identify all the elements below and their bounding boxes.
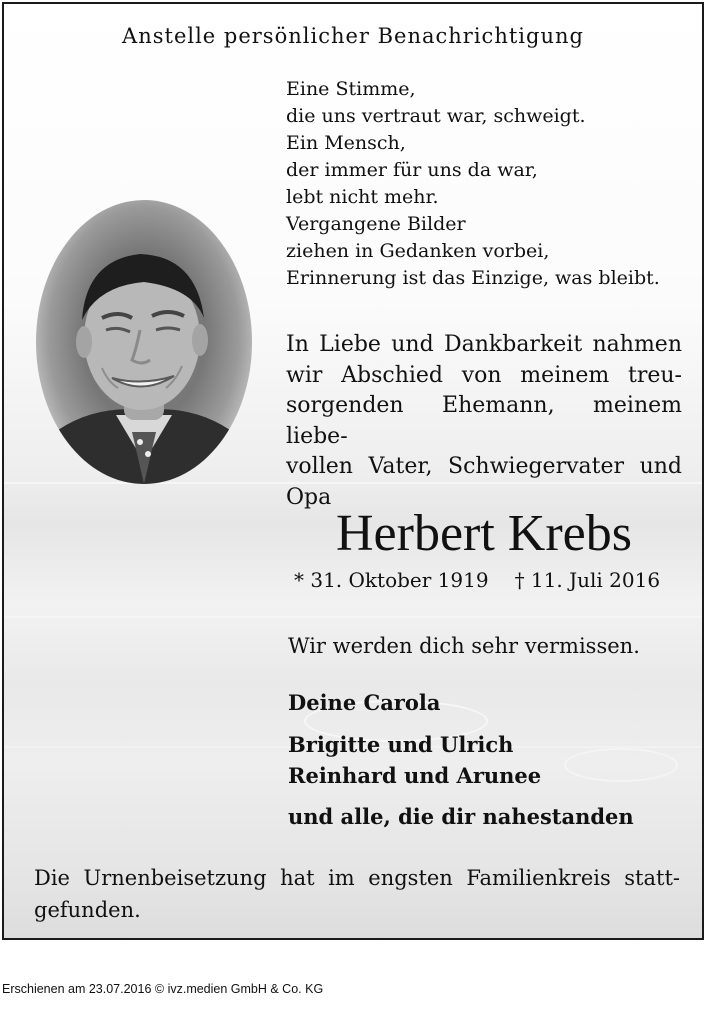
poem bbox=[286, 76, 660, 292]
obituary-notice bbox=[2, 2, 704, 940]
burial-notice bbox=[34, 862, 680, 926]
poem-line: Vergangene Bilder bbox=[286, 213, 466, 235]
poem-line: Eine Stimme, bbox=[286, 78, 416, 100]
poem-line: ziehen in Gedanken vorbei, bbox=[286, 240, 550, 262]
publication-credit: Erschienen am 23.07.2016 © ivz.medien GmbH & Co. KG bbox=[2, 982, 324, 996]
family-line: Deine Carola bbox=[288, 690, 441, 715]
birth-date: * 31. Oktober 1919 bbox=[294, 568, 489, 592]
poem-line: Ein Mensch, bbox=[286, 132, 406, 154]
notice-header: Anstelle persönlicher Benachrichtigung bbox=[122, 24, 584, 48]
deceased-name: Herbert Krebs bbox=[336, 505, 632, 562]
portrait-photo bbox=[36, 200, 252, 484]
burial-line: gefunden. bbox=[34, 898, 141, 922]
paragraph-line: vollen Vater, Schwiegervater und bbox=[286, 454, 682, 479]
miss-text: Wir werden dich sehr vermissen. bbox=[288, 634, 640, 658]
poem-line: der immer für uns da war, bbox=[286, 159, 538, 181]
background-wave-ellipse bbox=[564, 748, 678, 782]
life-dates bbox=[294, 568, 660, 592]
family-line: und alle, die dir nahestanden bbox=[288, 804, 634, 829]
paragraph-line: In Liebe und Dankbarkeit nahmen bbox=[286, 332, 682, 357]
paragraph-line: Opa bbox=[286, 484, 332, 510]
burial-line: Die Urnenbeisetzung hat im engsten Familienkreis statt- bbox=[34, 866, 680, 890]
poem-line: Erinnerung ist das Einzige, was bleibt. bbox=[286, 267, 660, 289]
farewell-paragraph bbox=[286, 330, 682, 513]
background-wave-line bbox=[4, 616, 702, 618]
paragraph-line: wir Abschied von meinem treu- bbox=[286, 362, 682, 388]
poem-line: lebt nicht mehr. bbox=[286, 186, 439, 208]
portrait-illustration bbox=[36, 200, 252, 484]
death-date: † 11. Juli 2016 bbox=[514, 568, 661, 592]
paragraph-line: sorgenden Ehemann, meinem liebe- bbox=[286, 393, 682, 449]
family-line: Reinhard und Arunee bbox=[288, 763, 542, 788]
poem-line: die uns vertraut war, schweigt. bbox=[286, 105, 586, 127]
family-line: Brigitte und Ulrich bbox=[288, 732, 514, 757]
